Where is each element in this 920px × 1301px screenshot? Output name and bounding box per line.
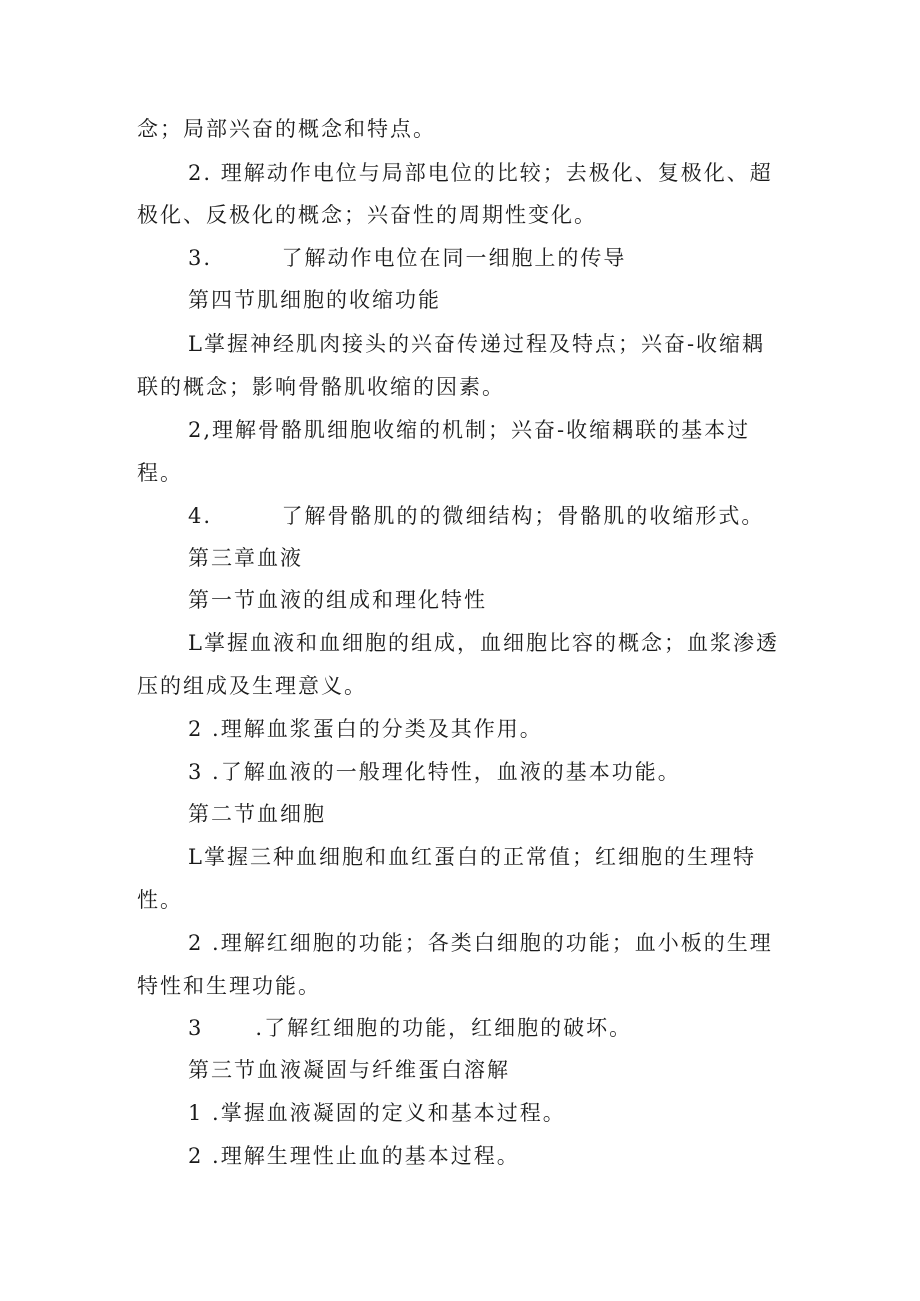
text-line: 特性和生理功能。 [137,974,321,998]
list-item: 2 .理解红细胞的功能；各类白细胞的功能；血小板的生理 [188,931,773,955]
list-item: 2. 理解动作电位与局部电位的比较；去极化、复极化、超 [188,161,773,185]
text-line: 性。 [137,888,183,912]
chapter-heading: 第三章血液 [188,546,303,570]
list-item: 1 .掌握血液凝固的定义和基本过程。 [188,1101,566,1125]
list-item: 2 .理解生理性止血的基本过程。 [188,1144,520,1168]
section-heading: 第四节肌细胞的收缩功能 [188,288,441,312]
section-heading: 第三节血液凝固与纤维蛋白溶解 [188,1058,510,1082]
section-heading: 第二节血细胞 [188,802,326,826]
list-item: 4. 了解骨骼肌的的微细结构；骨骼肌的收缩形式。 [188,504,765,528]
text-line: 极化、反极化的概念；兴奋性的周期性变化。 [137,203,597,227]
list-item: 3 .了解红细胞的功能，红细胞的破坏。 [188,1016,633,1040]
list-item: 3. 了解动作电位在同一细胞上的传导 [188,246,627,270]
list-item: 2,理解骨骼肌细胞收缩的机制；兴奋-收缩耦联的基本过 [188,418,751,442]
list-item: L掌握三种血细胞和血红蛋白的正常值；红细胞的生理特 [188,845,756,869]
section-heading: 第一节血液的组成和理化特性 [188,588,487,612]
list-item: 2 .理解血浆蛋白的分类及其作用。 [188,717,543,741]
text-line: 念；局部兴奋的概念和特点。 [137,117,436,141]
list-item: L掌握血液和血细胞的组成，血细胞比容的概念；血浆渗透 [188,631,779,655]
text-line: 程。 [137,461,183,485]
list-item: L掌握神经肌肉接头的兴奋传递过程及特点；兴奋-收缩耦 [188,332,766,356]
text-line: 压的组成及生理意义。 [137,674,367,698]
text-line: 联的概念；影响骨骼肌收缩的因素。 [137,375,505,399]
list-item: 3 .了解血液的一般理化特性，血液的基本功能。 [188,760,681,784]
